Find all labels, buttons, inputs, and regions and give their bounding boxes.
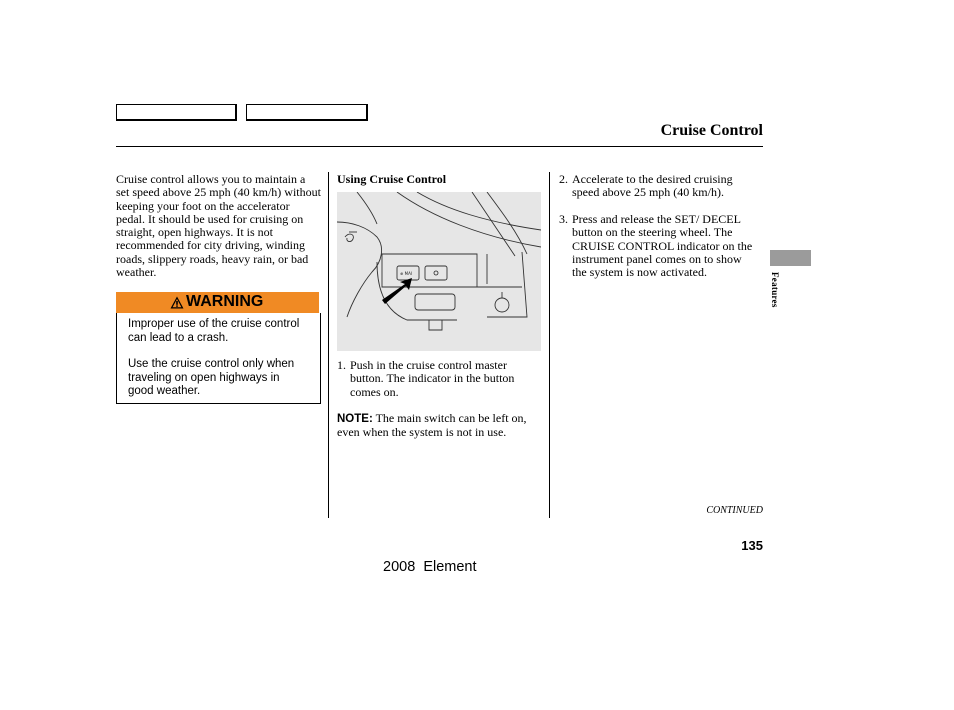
warning-header [116, 292, 319, 313]
dashboard-switch-illustration [337, 192, 541, 351]
nav-box-left [116, 104, 237, 121]
column-divider-1 [328, 172, 329, 518]
column-divider-2 [549, 172, 550, 518]
step-2-text: Accelerate to the desired cruising speed above 25 mph (40 km/h). [572, 172, 733, 200]
step-3 [559, 213, 759, 293]
warning-text-2: Use the cruise control only when traveling on open highways in good weather. [128, 358, 295, 397]
step-1-text: Push in the cruise control master button. The indicator in the button comes on. [350, 358, 515, 399]
warning-box [116, 313, 321, 404]
step-1 [337, 359, 542, 399]
step-2 [559, 173, 759, 203]
intro-paragraph: Cruise control allows you to maintain a set speed above 25 mph (40 km/h) without keeping your foot on the accelerator pedal. It should be used for cruising on straight, open highways. It is not recommended for city driving, winding roads, slippery roads, heavy rain, or bad weather. [116, 172, 321, 280]
section-tab [770, 250, 811, 266]
warning-triangle-icon [170, 296, 184, 309]
step-1-number: 1. [337, 358, 346, 372]
section-heading: Using Cruise Control [337, 172, 447, 186]
cruise-control-illustration [337, 192, 541, 351]
note-label: NOTE: [337, 413, 373, 425]
step-2-number: 2. [559, 172, 568, 186]
footer-model [383, 559, 477, 575]
note-text: The main switch can be left on, even when the system is not in use. [337, 411, 527, 440]
svg-text:⊕ MAI: ⊕ MAI [400, 271, 412, 276]
continued-label: CONTINUED [706, 505, 763, 516]
page-number: 135 [741, 538, 763, 553]
note-paragraph [337, 412, 537, 440]
footer-text: 2008 Element [383, 559, 477, 575]
page-title: Cruise Control [660, 122, 763, 139]
step-3-text: Press and release the SET/ DECEL button on the steering wheel. The CRUISE CONTROL indicator on the instrument panel comes on to show the system is now activated. [572, 212, 753, 280]
nav-box-right [246, 104, 368, 121]
header-rule [116, 146, 763, 147]
warning-text-1: Improper use of the cruise control can lead to a crash. [128, 318, 300, 344]
warning-label: WARNING [186, 293, 264, 310]
section-tab-label: Features [770, 272, 780, 308]
step-3-number: 3. [559, 212, 568, 226]
